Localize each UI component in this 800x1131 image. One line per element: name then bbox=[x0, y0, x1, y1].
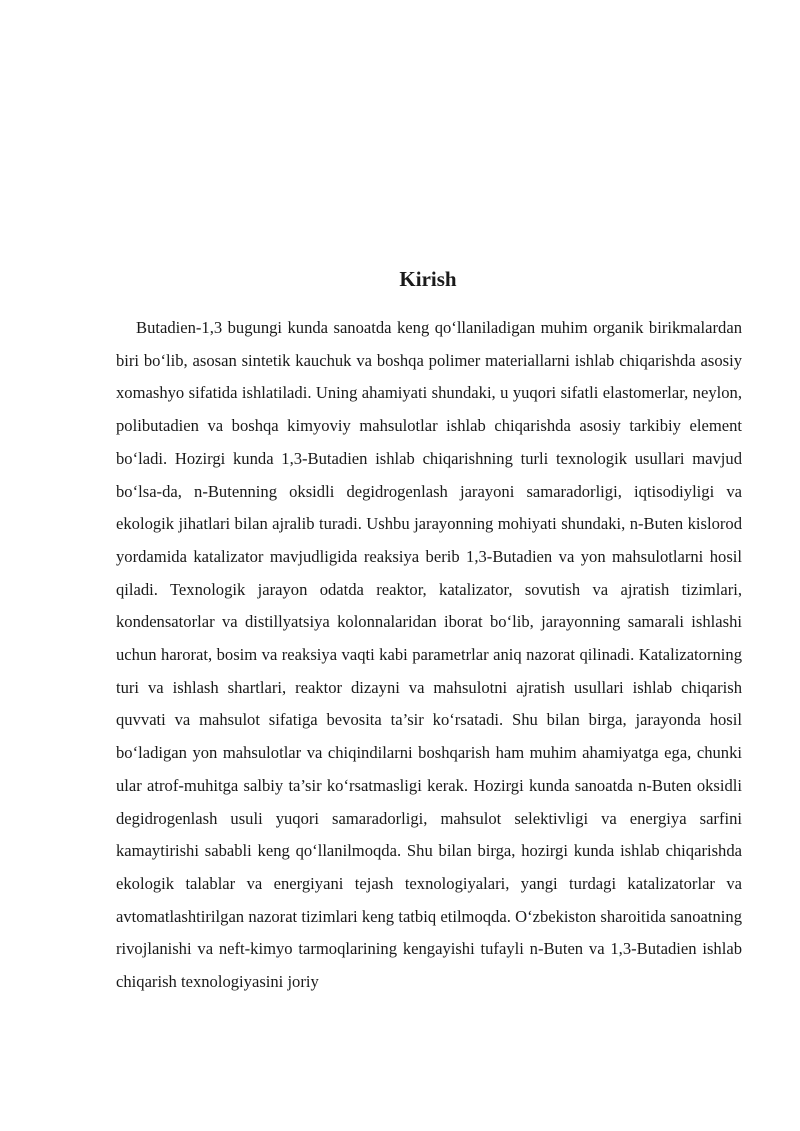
section-heading: Kirish bbox=[399, 267, 457, 291]
body-paragraph: Butadien-1,3 bugungi kunda sanoatda keng qo‘llaniladigan muhim organik birikmalardan biri bo‘lib, asosan sintetik kauchuk va boshqa polimer materiallarni ishlab chiqarishda asosiy xomashyo sifatida ishlatiladi. Uning ahamiyati shundaki, u yuqori sifatli elastomerlar, neylon, polibutadien va boshqa kimyoviy mahsulotlar ishlab chiqarishda asosiy tarkibiy element bo‘ladi. Hozirgi kunda 1,3-Butadien ishlab chiqarishning turli texnologik usullari mavjud bo‘lsa-da, n-Butenning oksidli degidrogenlash jarayoni samaradorligi, iqtisodiyligi va ekologik jihatlari bilan ajralib turadi. Ushbu jarayonning mohiyati shundaki, n-Buten kislorod yordamida katalizator mavjudligida reaksiya berib 1,3-Butadien va yon mahsulotlarni hosil qiladi. Texnologik jarayon odatda reaktor, katalizator, sovutish va ajratish tizimlari, kondensatorlar va distillyatsiya kolonnalaridan iborat bo‘lib, jarayonning samarali ishlashi uchun harorat, bosim va reaksiya vaqti kabi parametrlar aniq nazorat qilinadi. Katalizatorning turi va ishlash shartlari, reaktor dizayni va mahsulotni ajratish usullari ishlab chiqarish quvvati va mahsulot sifatiga bevosita ta’sir ko‘rsatadi. Shu bilan birga, jarayonda hosil bo‘ladigan yon mahsulotlar va chiqindilarni boshqarish ham muhim ahamiyatga ega, chunki ular atrof-muhitga salbiy ta’sir ko‘rsatmasligi kerak. Hozirgi kunda sanoatda n-Buten oksidli degidrogenlash usuli yuqori samaradorligi, mahsulot selektivligi va energiya sarfini kamaytirishi sababli keng qo‘llanilmoqda. Shu bilan birga, hozirgi kunda ishlab chiqarishda ekologik talablar va energiyani tejash texnologiyalari, yangi turdagi katalizatorlar va avtomatlashtirilgan nazorat tizimlari keng tatbiq etilmoqda. O‘zbekiston sharoitida sanoatning rivojlanishi va neft-kimyo tarmoqlarining kengayishi tufayli n-Buten va 1,3-Butadien ishlab chiqarish texnologiyasini joriy bbox=[116, 318, 742, 992]
